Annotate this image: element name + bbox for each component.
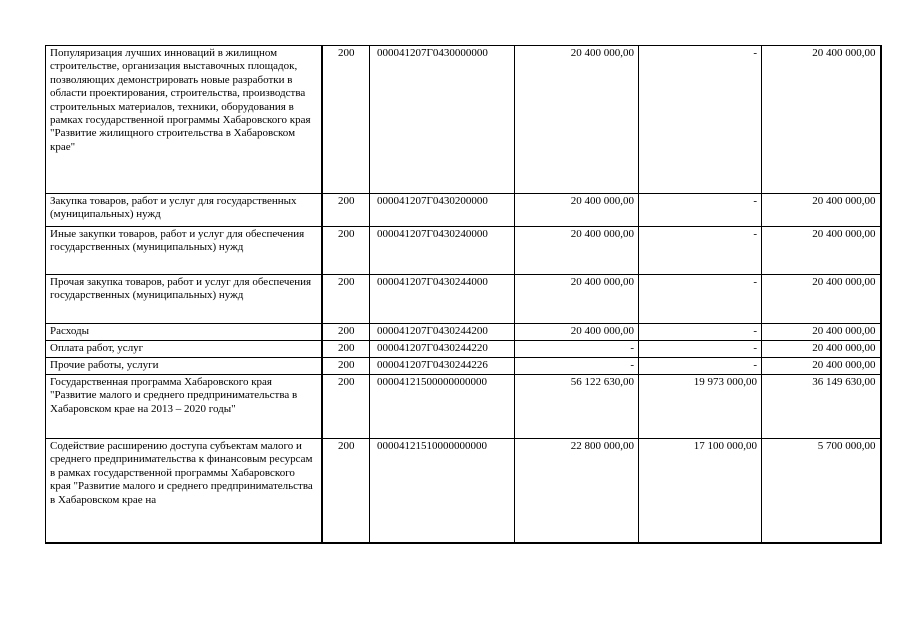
table-row <box>46 194 881 227</box>
row-remaining: 20 400 000,00 <box>762 194 881 227</box>
row-approved: 56 122 630,00 <box>515 375 639 439</box>
row-classification: 000041207Г0430240000 <box>370 227 515 275</box>
row-remaining: 20 400 000,00 <box>762 46 881 194</box>
row-executed: - <box>639 358 762 375</box>
row-approved: 20 400 000,00 <box>515 324 639 341</box>
row-name: Популяризация лучших инноваций в жилищном строительстве, организация выставочных площадок, позволяющих демонстрировать новые разработки в области проектирования, строительства, производства строительных материалов, техники, оборудования в рамках государственной программы Хабаровского края "Развитие жилищного строительства в Хабаровском крае" <box>46 46 322 194</box>
row-remaining: 20 400 000,00 <box>762 358 881 375</box>
row-code: 200 <box>322 46 370 194</box>
row-remaining: 20 400 000,00 <box>762 275 881 324</box>
row-executed: 19 973 000,00 <box>639 375 762 439</box>
row-executed: 17 100 000,00 <box>639 439 762 543</box>
row-classification: 000041207Г0430000000 <box>370 46 515 194</box>
row-name: Государственная программа Хабаровского края "Развитие малого и среднего предпринимательства в Хабаровском крае на 2013 – 2020 годы" <box>46 375 322 439</box>
row-name: Прочие работы, услуги <box>46 358 322 375</box>
row-approved: 20 400 000,00 <box>515 194 639 227</box>
table-row <box>46 358 881 375</box>
row-approved: 20 400 000,00 <box>515 275 639 324</box>
row-code: 200 <box>322 275 370 324</box>
row-code: 200 <box>322 227 370 275</box>
row-classification: 000041207Г0430244200 <box>370 324 515 341</box>
row-name: Оплата работ, услуг <box>46 341 322 358</box>
row-classification: 000041207Г0430244220 <box>370 341 515 358</box>
row-classification: 00004121500000000000 <box>370 375 515 439</box>
row-approved: 20 400 000,00 <box>515 46 639 194</box>
row-name: Содействие расширению доступа субъектам малого и среднего предпринимательства к финансовым ресурсам в рамках государственной программы Хабаровского края "Развитие малого и среднего предпринимательства в Хабаровском крае на <box>46 439 322 543</box>
row-approved: - <box>515 358 639 375</box>
row-executed: - <box>639 46 762 194</box>
row-classification: 000041207Г0430200000 <box>370 194 515 227</box>
row-remaining: 20 400 000,00 <box>762 341 881 358</box>
row-executed: - <box>639 275 762 324</box>
row-classification: 000041207Г0430244000 <box>370 275 515 324</box>
row-name: Иные закупки товаров, работ и услуг для обеспечения государственных (муниципальных) нужд <box>46 227 322 275</box>
row-approved: 20 400 000,00 <box>515 227 639 275</box>
row-name: Закупка товаров, работ и услуг для государственных (муниципальных) нужд <box>46 194 322 227</box>
row-code: 200 <box>322 439 370 543</box>
row-code: 200 <box>322 324 370 341</box>
row-name: Прочая закупка товаров, работ и услуг для обеспечения государственных (муниципальных) нужд <box>46 275 322 324</box>
table-row <box>46 375 881 439</box>
row-code: 200 <box>322 375 370 439</box>
row-remaining: 20 400 000,00 <box>762 324 881 341</box>
table-row <box>46 324 881 341</box>
row-classification: 000041207Г0430244226 <box>370 358 515 375</box>
budget-execution-table <box>45 45 882 544</box>
row-executed: - <box>639 227 762 275</box>
row-remaining: 20 400 000,00 <box>762 227 881 275</box>
row-approved: 22 800 000,00 <box>515 439 639 543</box>
row-executed: - <box>639 324 762 341</box>
row-code: 200 <box>322 358 370 375</box>
table-row <box>46 227 881 275</box>
row-remaining: 36 149 630,00 <box>762 375 881 439</box>
row-name: Расходы <box>46 324 322 341</box>
row-executed: - <box>639 341 762 358</box>
table-row <box>46 341 881 358</box>
row-remaining: 5 700 000,00 <box>762 439 881 543</box>
row-classification: 00004121510000000000 <box>370 439 515 543</box>
row-executed: - <box>639 194 762 227</box>
row-code: 200 <box>322 341 370 358</box>
table-row <box>46 275 881 324</box>
table-row <box>46 439 881 543</box>
row-code: 200 <box>322 194 370 227</box>
table-row <box>46 46 881 194</box>
row-approved: - <box>515 341 639 358</box>
